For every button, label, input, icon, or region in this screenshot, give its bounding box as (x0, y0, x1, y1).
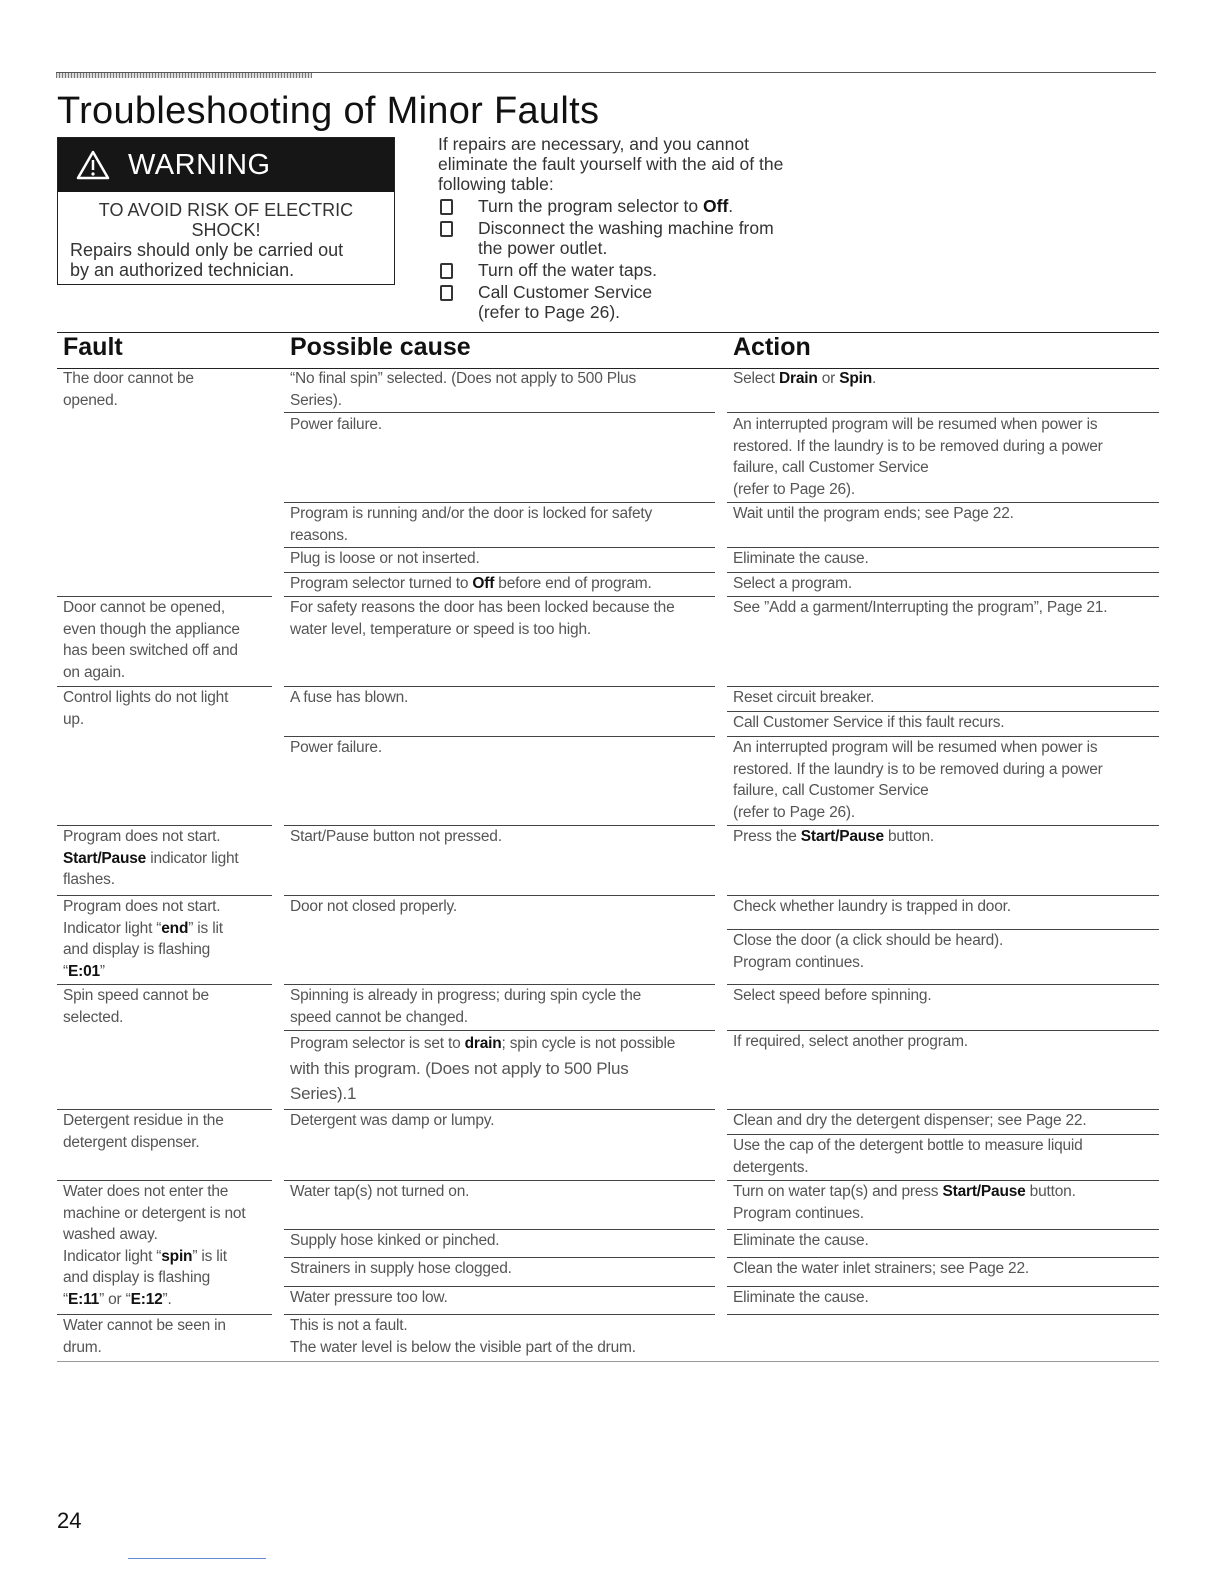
fault-cell: Spin speed cannot be selected. (63, 987, 209, 1026)
fault-cell: Program does not start. Start/Pause indicator light flashes. (63, 828, 239, 888)
action-cell: Press the Start/Pause button. (733, 828, 934, 845)
checkbox-icon (440, 221, 453, 237)
header-rule (56, 72, 1156, 73)
intro-text: If repairs are necessary, and you cannot eliminate the fault yourself with the aid of the following table: (438, 134, 784, 194)
row-divider (727, 1314, 1159, 1315)
action-cell: Clean and dry the detergent dispenser; see Page 22. (733, 1112, 1087, 1129)
warning-line: by an authorized technician. (70, 260, 295, 280)
action-cell: Check whether laundry is trapped in door. (733, 898, 1011, 915)
row-divider (727, 412, 1159, 413)
cause-cell: Water tap(s) not turned on. (290, 1183, 470, 1200)
cause-cell: This is not a fault. The water level is below the visible part of the drum. (290, 1317, 636, 1356)
action-cell: An interrupted program will be resumed when power is restored. If the laundry is to be removed during a power failure, call Customer Service (refer to Page 26). (733, 739, 1103, 821)
step-item: Call Customer Service (refer to Page 26). (438, 282, 798, 322)
cause-cell: Plug is loose or not inserted. (290, 550, 480, 567)
cause-cell: Strainers in supply hose clogged. (290, 1260, 512, 1277)
steps-list (438, 196, 798, 322)
cause-cell: Power failure. (290, 416, 382, 433)
fault-cell: Control lights do not light up. (63, 689, 229, 728)
action-cell: Eliminate the cause. (733, 1289, 869, 1306)
warning-box (57, 137, 395, 285)
warning-line: TO AVOID RISK OF ELECTRIC (98, 200, 354, 220)
fault-cell: The door cannot be opened. (63, 370, 194, 409)
fault-header: Fault (63, 333, 123, 361)
action-cell: Eliminate the cause. (733, 550, 869, 567)
fault-cell: Door cannot be opened, even though the appliance has been switched off and on again. (63, 599, 240, 681)
cause-cell: For safety reasons the door has been locked because the water level, temperature or speed is too high. (290, 599, 675, 638)
cause-cell: Door not closed properly. (290, 898, 458, 915)
cause-header: Possible cause (290, 333, 471, 361)
action-cell: Select Drain or Spin. (733, 370, 877, 387)
cause-cell: Program selector is set to drain; spin cycle is not possible with this program. (Does not apply to 500 Plus Series).1 (290, 1035, 676, 1103)
warning-line: SHOCK! (191, 220, 261, 240)
fault-cell: Water cannot be seen in drum. (63, 1317, 226, 1356)
action-cell: Call Customer Service if this fault recurs. (733, 714, 1005, 731)
action-cell: Select speed before spinning. (733, 987, 932, 1004)
action-cell: Use the cap of the detergent bottle to measure liquid detergents. (733, 1137, 1083, 1176)
action-cell: Select a program. (733, 575, 852, 592)
checkbox-icon (440, 263, 453, 279)
fault-cell: Water does not enter the machine or detergent is not washed away. Indicator light “spin” is lit and display is flashing “E:11” or “E:12”. (63, 1183, 246, 1308)
warning-line: Repairs should only be carried out (70, 240, 344, 260)
intro-section (438, 134, 798, 324)
step-item: Turn the program selector to Off. (438, 196, 798, 216)
action-header: Action (733, 333, 811, 361)
checkbox-icon (440, 199, 453, 215)
action-cell: Reset circuit breaker. (733, 689, 875, 706)
checkbox-icon (440, 285, 453, 301)
table-bottom-rule (57, 1361, 1159, 1362)
cause-cell: Spinning is already in progress; during spin cycle the speed cannot be changed. (290, 987, 642, 1026)
step-item: Turn off the water taps. (438, 260, 798, 280)
cause-cell: “No final spin” selected. (Does not apply to 500 Plus Series). (290, 370, 637, 409)
action-cell: An interrupted program will be resumed when power is restored. If the laundry is to be removed during a power failure, call Customer Service (refer to Page 26). (733, 416, 1103, 498)
cause-cell: A fuse has blown. (290, 689, 409, 706)
warning-text (58, 192, 394, 280)
row-divider (284, 412, 715, 413)
cause-cell: Start/Pause button not pressed. (290, 828, 502, 845)
cause-cell: Power failure. (290, 739, 382, 756)
page-title: Troubleshooting of Minor Faults (57, 90, 600, 132)
action-cell: Eliminate the cause. (733, 1232, 869, 1249)
action-cell: See ”Add a garment/Interrupting the program”, Page 21. (733, 599, 1108, 616)
cause-cell: Water pressure too low. (290, 1289, 448, 1306)
page-number: 24 (57, 1508, 82, 1533)
cause-cell: Program selector turned to Off before end of program. (290, 575, 652, 592)
warning-header (58, 138, 394, 192)
action-cell: Clean the water inlet strainers; see Page 22. (733, 1260, 1030, 1277)
warning-title: WARNING (128, 148, 271, 181)
warning-triangle-icon (76, 150, 110, 180)
cause-cell: Supply hose kinked or pinched. (290, 1232, 500, 1249)
action-cell: Close the door (a click should be heard). Program continues. (733, 932, 1004, 971)
cause-cell: Detergent was damp or lumpy. (290, 1112, 495, 1129)
action-cell: If required, select another program. (733, 1033, 968, 1050)
action-cell: Turn on water tap(s) and press Start/Pause button. Program continues. (733, 1183, 1076, 1222)
action-cell: Wait until the program ends; see Page 22. (733, 505, 1014, 522)
table-header (57, 332, 1159, 369)
step-item: Disconnect the washing machine from the power outlet. (438, 218, 798, 258)
cause-cell: Program is running and/or the door is locked for safety reasons. (290, 505, 653, 544)
fault-cell: Program does not start. Indicator light “end” is lit and display is flashing “E:01” (63, 898, 223, 980)
fault-cell: Detergent residue in the detergent dispenser. (63, 1112, 224, 1151)
footer-rule (128, 1558, 266, 1559)
